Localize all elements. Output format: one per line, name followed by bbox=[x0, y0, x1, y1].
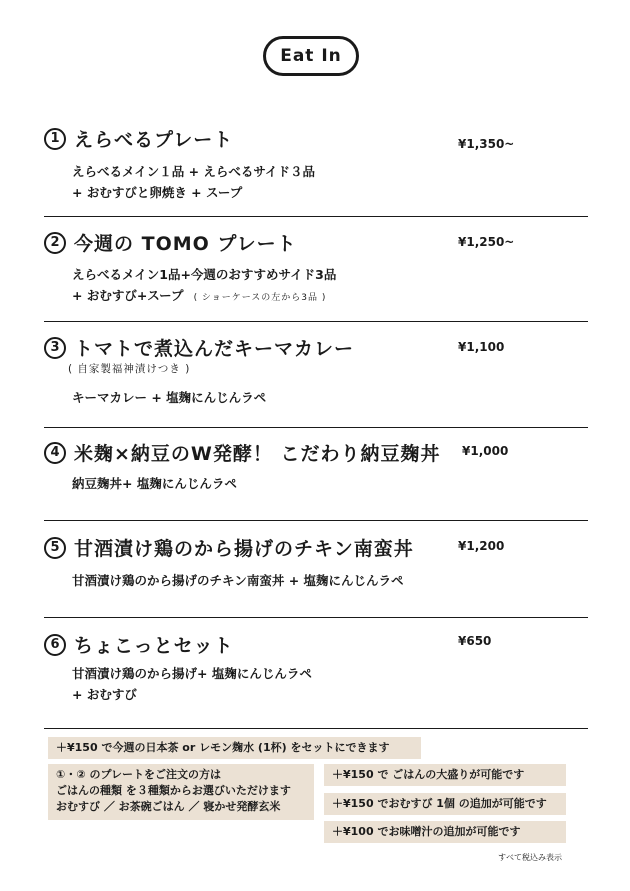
item-subnote: ( 自家製福神漬けつき ) bbox=[68, 363, 191, 375]
divider bbox=[44, 617, 588, 618]
rice-choice-line: ごはんの種類 を３種類からお選びいただけます bbox=[56, 784, 291, 797]
item-title-row bbox=[44, 631, 234, 658]
item-price: ¥1,250~ bbox=[458, 235, 515, 249]
showcase-note: ( ショーケースの左から3品 ) bbox=[193, 293, 327, 303]
item-number: 4 bbox=[44, 442, 66, 464]
item-title-row bbox=[44, 334, 354, 361]
item-title: 今週の TOMO プレート bbox=[74, 233, 297, 255]
item-title: ちょこっとセット bbox=[74, 635, 234, 657]
desc-line: えらべるメイン１品 + えらべるサイド３品 bbox=[72, 164, 316, 179]
divider bbox=[44, 216, 588, 217]
divider bbox=[44, 728, 588, 729]
item-price: ¥1,200 bbox=[458, 539, 505, 553]
item-description bbox=[72, 161, 315, 203]
divider bbox=[44, 520, 588, 521]
item-description bbox=[72, 264, 336, 309]
desc-line: 甘酒漬け鶏のから揚げ+ 塩麹にんじんラペ bbox=[72, 666, 312, 681]
item-price: ¥1,350~ bbox=[458, 137, 515, 151]
item-description bbox=[72, 663, 312, 705]
item-title-row bbox=[44, 125, 233, 152]
item-title: トマトで煮込んだキーマカレー bbox=[74, 338, 355, 360]
item-title-row bbox=[44, 534, 414, 561]
desc-line: 甘酒漬け鶏のから揚げのチキン南蛮丼 + 塩麹にんじんラペ bbox=[72, 573, 404, 588]
tea-set-option: ＋¥150 で今週の日本茶 or レモン麹水 (1杯) をセットにできます bbox=[48, 737, 421, 759]
tax-included-note: すべて税込み表示 bbox=[498, 853, 562, 862]
desc-line: えらべるメイン1品+今週のおすすめサイド3品 bbox=[72, 267, 337, 282]
item-title-row bbox=[44, 439, 441, 466]
eat-in-badge: Eat In bbox=[263, 36, 359, 76]
extra-omusubi-option: ＋¥150 でおむすび 1個 の追加が可能です bbox=[324, 793, 566, 815]
item-description bbox=[72, 570, 404, 591]
desc-line: キーマカレー + 塩麹にんじんラペ bbox=[72, 390, 267, 405]
item-number: 3 bbox=[44, 337, 66, 359]
item-title: 甘酒漬け鶏のから揚げのチキン南蛮丼 bbox=[74, 538, 414, 560]
item-price: ¥650 bbox=[458, 634, 492, 648]
item-price: ¥1,000 bbox=[462, 444, 509, 458]
divider bbox=[44, 427, 588, 428]
item-number: 2 bbox=[44, 232, 66, 254]
desc-line bbox=[72, 285, 336, 309]
item-description bbox=[72, 473, 237, 494]
item-description bbox=[72, 387, 266, 408]
large-rice-option: ＋¥150 で ごはんの大盛りが可能です bbox=[324, 764, 566, 786]
desc-line-text: + おむすび+スープ bbox=[72, 288, 184, 303]
item-title: 米麹×納豆のW発酵！ こだわり納豆麹丼 bbox=[74, 443, 441, 465]
rice-choice-line: ①・② のプレートをご注文の方は bbox=[56, 768, 222, 781]
rice-choice-option bbox=[48, 764, 314, 820]
item-number: 6 bbox=[44, 634, 66, 656]
desc-line: 納豆麹丼+ 塩麹にんじんラペ bbox=[72, 476, 237, 491]
desc-line: + おむすび bbox=[72, 687, 137, 702]
item-title: えらべるプレート bbox=[74, 129, 234, 151]
item-number: 5 bbox=[44, 537, 66, 559]
rice-choice-line: おむすび ／ お茶碗ごはん ／ 寝かせ発酵玄米 bbox=[56, 800, 281, 813]
divider bbox=[44, 321, 588, 322]
item-number: 1 bbox=[44, 128, 66, 150]
desc-line: + おむすびと卵焼き + スープ bbox=[72, 185, 243, 200]
item-title-row bbox=[44, 229, 297, 256]
miso-soup-option: ＋¥100 でお味噌汁の追加が可能です bbox=[324, 821, 566, 843]
item-price: ¥1,100 bbox=[458, 340, 505, 354]
